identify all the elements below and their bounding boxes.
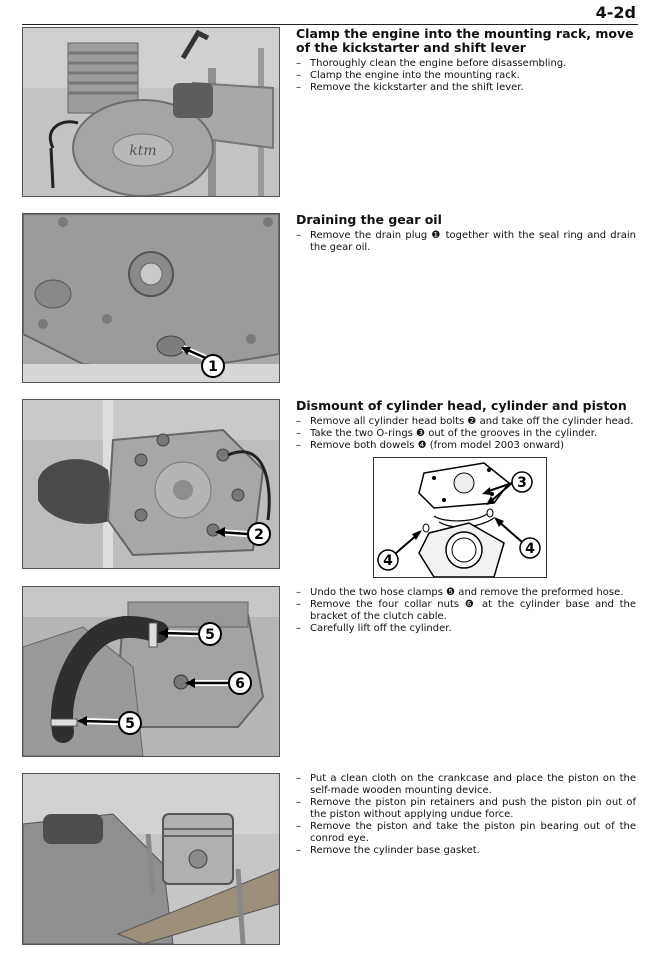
diagram-o-rings-and-dowels (373, 457, 547, 578)
photo-piston-removal (22, 773, 280, 945)
step-list (296, 58, 636, 94)
section-heading: Dismount of cylinder head, cylinder and piston (296, 398, 627, 413)
step-list (296, 416, 636, 452)
step-list (296, 587, 636, 635)
callout-hose-clamp-bottom: 5 (125, 716, 135, 732)
section-clamp-engine (296, 27, 636, 94)
step-item: – Undo the two hose clamps ❺ and remove the preformed hose. (296, 587, 636, 599)
callout-dowel-right: 4 (525, 541, 535, 557)
step-list (296, 773, 636, 857)
step-item: – Remove the four collar nuts ❻ at the cylinder base and the bracket of the clutch cable. (296, 599, 636, 623)
step-item: – Clamp the engine into the mounting rack. (296, 70, 636, 82)
section-heading: Draining the gear oil (296, 212, 442, 227)
page-number: 4-2d (595, 3, 636, 22)
step-item: – Remove the drain plug ❶ together with the seal ring and drain the gear oil. (296, 230, 636, 254)
step-item: – Remove the piston pin retainers and push the piston pin out of the piston without applying undue force. (296, 797, 636, 821)
section-remove-cylinder (296, 587, 636, 635)
photo-engine-in-mounting-rack (22, 27, 280, 197)
step-item: – Take the two O-rings ❸ out of the grooves in the cylinder. (296, 428, 636, 440)
section-heading: Clamp the engine into the mounting rack, move of the kickstarter and shift lever (296, 26, 634, 55)
section-remove-piston (296, 773, 636, 857)
engine-logo: ktm (129, 143, 157, 159)
callout-hose-clamp-top: 5 (205, 627, 215, 643)
step-item: – Remove both dowels ❹ (from model 2003 onward) (296, 440, 636, 452)
step-item: – Remove all cylinder head bolts ❷ and take off the cylinder head. (296, 416, 636, 428)
callout-dowel-left: 4 (383, 553, 393, 569)
step-item: – Carefully lift off the cylinder. (296, 623, 636, 635)
callout-drain-plug: 1 (208, 359, 218, 375)
section-draining-gear-oil (296, 213, 636, 254)
page-header (22, 0, 638, 25)
step-item: – Put a clean cloth on the crankcase and place the piston on the self-made wooden mounting device. (296, 773, 636, 797)
photo-cylinder-hose (22, 586, 280, 757)
step-list (296, 230, 636, 254)
callout-o-ring: 3 (517, 475, 527, 491)
step-item: – Remove the kickstarter and the shift lever. (296, 82, 636, 94)
photo-drain-plug (22, 213, 280, 383)
callout-head-bolt: 2 (254, 527, 264, 543)
step-item: – Thoroughly clean the engine before disassembling. (296, 58, 636, 70)
step-item: – Remove the piston and take the piston pin bearing out of the conrod eye. (296, 821, 636, 845)
step-item: – Remove the cylinder base gasket. (296, 845, 636, 857)
callout-collar-nut: 6 (235, 676, 245, 692)
photo-cylinder-head (22, 399, 280, 569)
section-dismount-cylinder-head (296, 399, 636, 452)
